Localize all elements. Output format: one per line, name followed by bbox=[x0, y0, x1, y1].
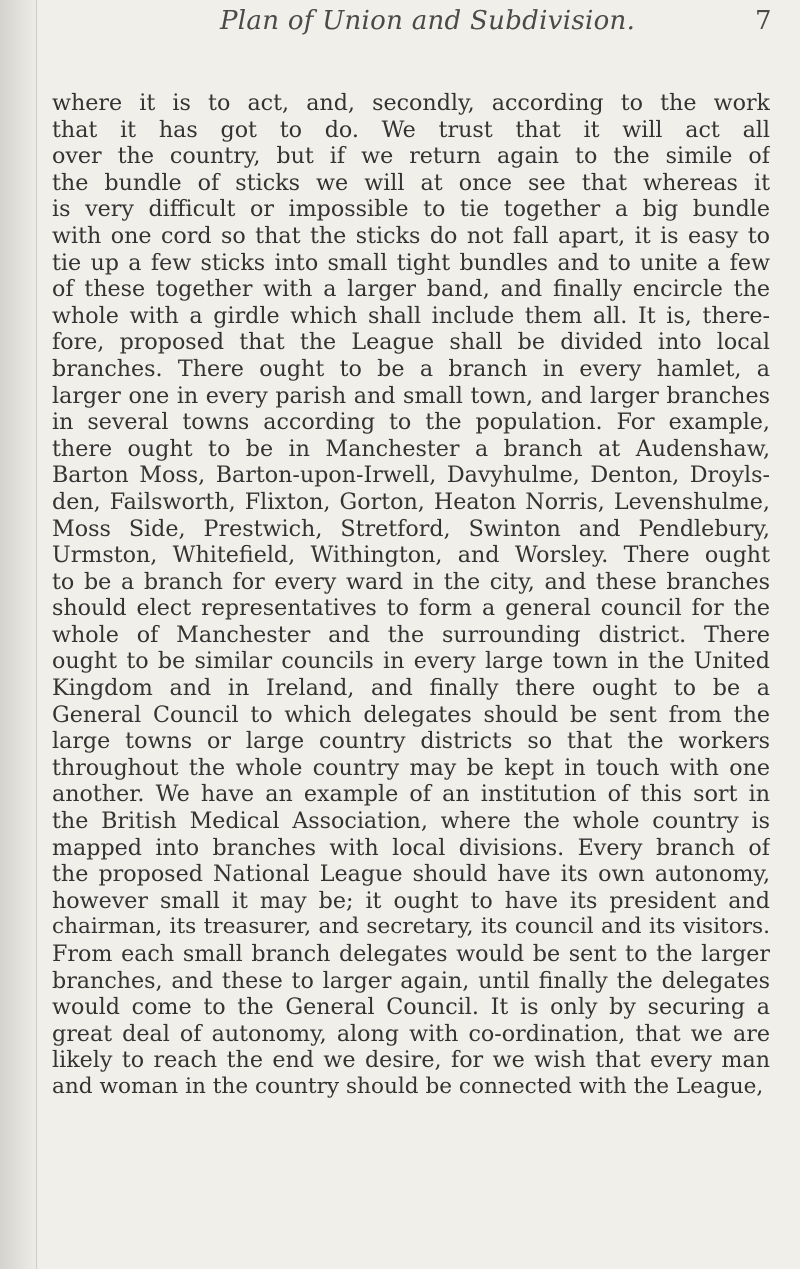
text-line: Urmston, Whitefield, Withington, and Worsley. There ought bbox=[52, 542, 770, 569]
text-line: branches. There ought to be a branch in every hamlet, a bbox=[52, 355, 770, 382]
text-line: however small it may be; it ought to have its president and bbox=[52, 887, 770, 914]
page-number: 7 bbox=[755, 6, 772, 36]
text-line: with one cord so that the sticks do not fall apart, it is easy to bbox=[52, 222, 770, 249]
text-line: where it is to act, and, secondly, according to the work bbox=[52, 90, 770, 116]
text-line: whole of Manchester and the surrounding district. There bbox=[52, 621, 770, 648]
text-line: From each small branch delegates would be sent to the larger bbox=[52, 941, 770, 967]
text-line: there ought to be in Manchester a branch at Audenshaw, bbox=[52, 435, 770, 462]
text-line: and woman in the country should be connected with the League, bbox=[52, 1073, 764, 1099]
text-line: in several towns according to the population. For example, bbox=[52, 409, 770, 436]
text-line: Barton Moss, Barton-upon-Irwell, Davyhulme, Denton, Droyls- bbox=[52, 462, 770, 489]
text-line: would come to the General Council. It is only by securing a bbox=[52, 994, 770, 1021]
running-head bbox=[110, 6, 790, 46]
text-line: whole with a girdle which shall include them all. It is, there- bbox=[52, 302, 770, 329]
text-line: over the country, but if we return again to the simile of bbox=[52, 143, 770, 170]
body-text bbox=[52, 90, 770, 1101]
text-line: branches, and these to larger again, until finally the delegates bbox=[52, 967, 770, 994]
text-line: to be a branch for every ward in the city, and these branches bbox=[52, 568, 770, 595]
text-line: the proposed National League should have its own autonomy, bbox=[52, 861, 770, 888]
text-line: Kingdom and in Ireland, and finally there ought to be a bbox=[52, 675, 770, 702]
text-line: should elect representatives to form a general council for the bbox=[52, 595, 770, 622]
text-line: is very difficult or impossible to tie together a big bundle bbox=[52, 196, 770, 223]
text-line: General Council to which delegates should be sent from the bbox=[52, 701, 770, 728]
text-line: larger one in every parish and small town, and larger branches bbox=[52, 382, 770, 409]
text-line: mapped into branches with local divisions. Every branch of bbox=[52, 834, 770, 861]
text-line: chairman, its treasurer, and secretary, its council and its visitors. bbox=[52, 914, 770, 940]
text-line: fore, proposed that the League shall be divided into local bbox=[52, 329, 770, 356]
text-line: another. We have an example of an institution of this sort in bbox=[52, 781, 770, 808]
text-line: Moss Side, Prestwich, Stretford, Swinton and Pendlebury, bbox=[52, 515, 770, 542]
running-title: Plan of Union and Subdivision. bbox=[220, 6, 636, 36]
text-line: large towns or large country districts so that the workers bbox=[52, 728, 770, 755]
text-line: the British Medical Association, where the whole country is bbox=[52, 808, 770, 835]
text-line: den, Failsworth, Flixton, Gorton, Heaton Norris, Levenshulme, bbox=[52, 488, 770, 515]
text-line: of these together with a larger band, and finally encircle the bbox=[52, 276, 770, 303]
text-line: tie up a few sticks into small tight bundles and to unite a few bbox=[52, 249, 770, 276]
text-line: likely to reach the end we desire, for we wish that every man bbox=[52, 1047, 770, 1074]
text-line: great deal of autonomy, along with co-ordination, that we are bbox=[52, 1020, 770, 1047]
text-line: the bundle of sticks we will at once see that whereas it bbox=[52, 169, 770, 196]
text-line: that it has got to do. We trust that it will act all bbox=[52, 116, 770, 143]
text-line: ought to be similar councils in every large town in the United bbox=[52, 648, 770, 675]
text-line: throughout the whole country may be kept in touch with one bbox=[52, 754, 770, 781]
